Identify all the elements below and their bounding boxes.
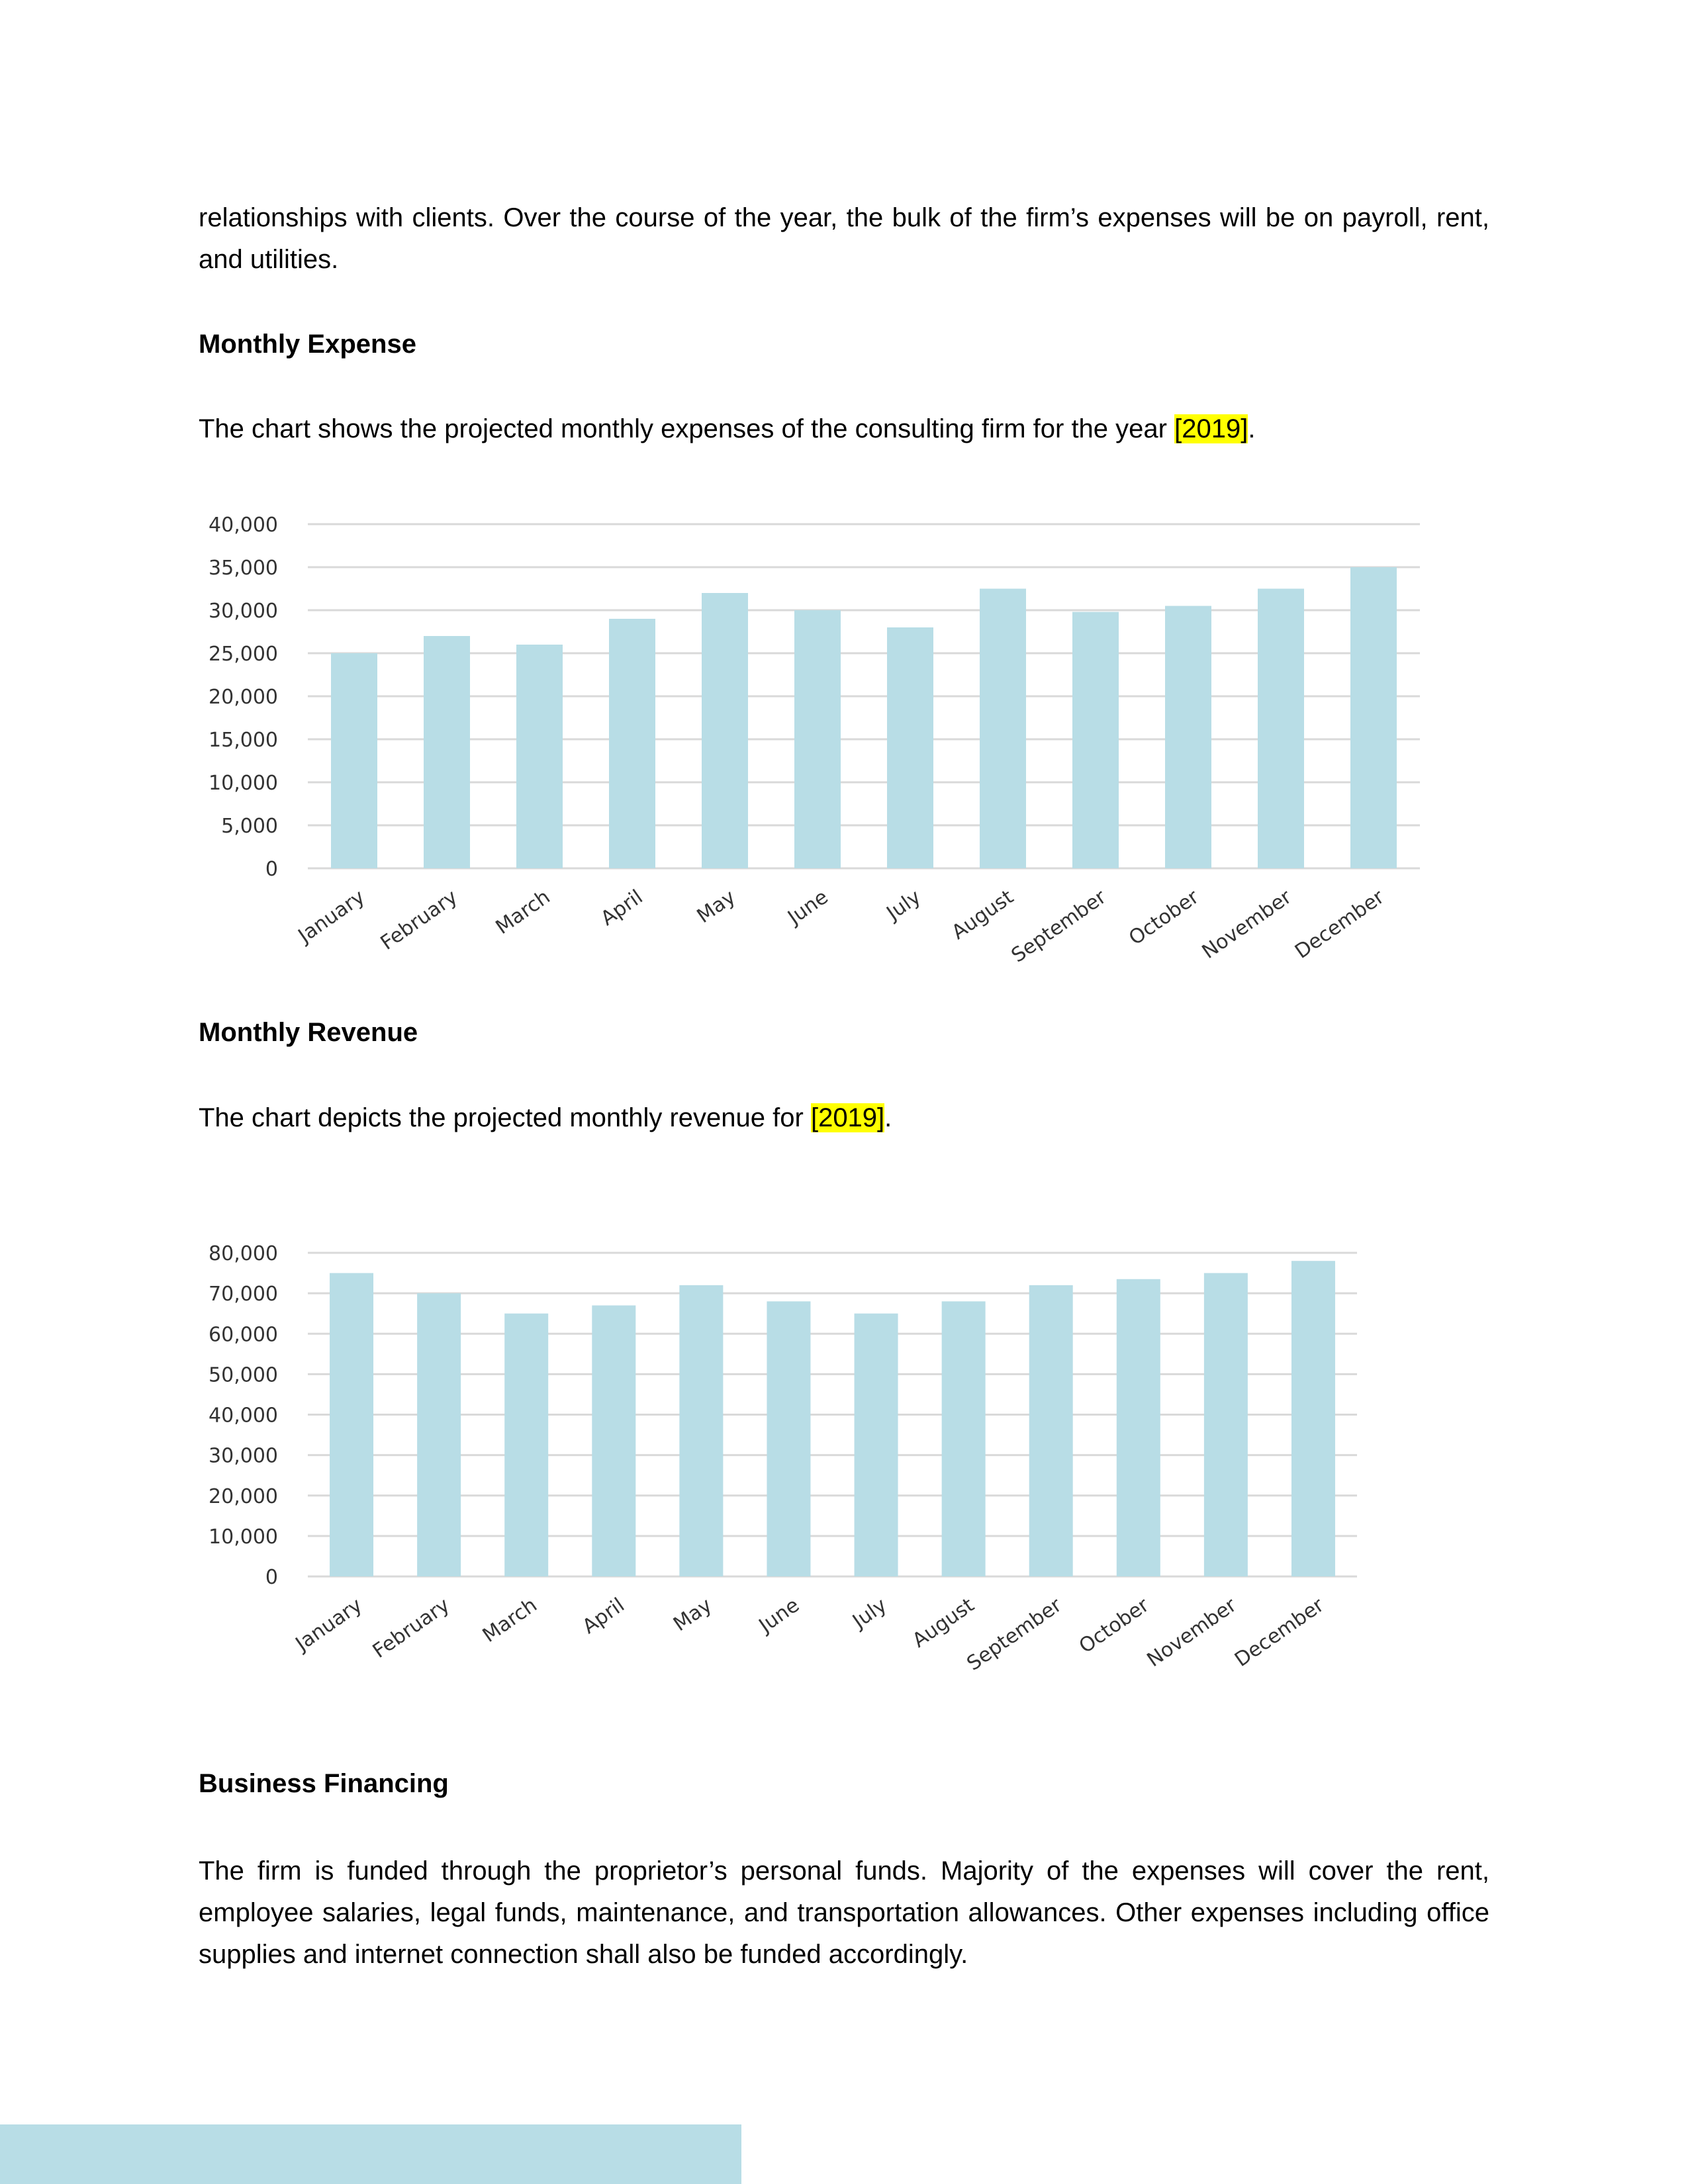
x-tick-label: October bbox=[1125, 885, 1203, 950]
bar-december bbox=[1291, 1261, 1335, 1576]
x-tick-label: December bbox=[1231, 1593, 1329, 1672]
bar-february bbox=[424, 636, 470, 868]
expense-description-text: The chart shows the projected monthly expenses of the consulting firm for the year bbox=[199, 414, 1175, 443]
expense-heading: Monthly Expense bbox=[199, 330, 416, 359]
financing-heading: Business Financing bbox=[199, 1769, 449, 1798]
bar-january bbox=[330, 1273, 373, 1576]
bar-august bbox=[980, 589, 1026, 869]
x-tick-label: March bbox=[491, 885, 555, 940]
bar-july bbox=[887, 627, 933, 868]
bar-august bbox=[942, 1301, 986, 1576]
x-tick-label: January bbox=[291, 1593, 367, 1656]
x-tick-label: September bbox=[962, 1593, 1066, 1676]
x-tick-label: November bbox=[1143, 1593, 1241, 1672]
intro-paragraph: relationships with clients. Over the course of the year, the bulk of the firm’s expenses will be on payroll, rent, and utilities. bbox=[199, 203, 1489, 274]
y-tick-label: 25,000 bbox=[209, 643, 278, 666]
y-tick-label: 35,000 bbox=[209, 557, 278, 580]
y-tick-label: 30,000 bbox=[209, 600, 278, 623]
y-tick-label: 50,000 bbox=[209, 1363, 278, 1387]
x-tick-label: April bbox=[596, 885, 647, 931]
bar-november bbox=[1204, 1273, 1248, 1576]
x-tick-label: July bbox=[848, 1593, 892, 1633]
expense-description-end: . bbox=[1248, 414, 1256, 443]
x-tick-label: June bbox=[755, 1593, 804, 1638]
x-tick-label: March bbox=[478, 1593, 541, 1648]
bar-february bbox=[417, 1293, 461, 1576]
x-tick-label: September bbox=[1007, 885, 1111, 968]
footer-color-band bbox=[0, 2124, 741, 2184]
bar-april bbox=[592, 1305, 635, 1576]
bar-november bbox=[1258, 589, 1304, 869]
x-tick-label: October bbox=[1074, 1593, 1154, 1659]
bar-march bbox=[516, 645, 563, 868]
x-tick-label: February bbox=[376, 885, 462, 955]
revenue-year-highlight: [2019] bbox=[810, 1103, 885, 1132]
financing-paragraph: The firm is funded through the proprietor’s personal funds. Majority of the expenses will cover the rent, employee salaries, legal funds, maintenance, and transportation allowances. Other expenses including office supplies and internet connection shall also be funded accordingly. bbox=[199, 1856, 1489, 1969]
x-tick-label: July bbox=[882, 885, 925, 925]
bar-may bbox=[702, 593, 748, 868]
bar-march bbox=[504, 1314, 548, 1576]
y-tick-label: 70,000 bbox=[209, 1283, 278, 1306]
y-tick-label: 15,000 bbox=[209, 729, 278, 752]
y-tick-label: 40,000 bbox=[209, 1404, 278, 1428]
revenue-description-text: The chart depicts the projected monthly revenue for bbox=[199, 1103, 811, 1132]
bar-september bbox=[1029, 1285, 1073, 1576]
bar-june bbox=[767, 1301, 810, 1576]
bar-october bbox=[1117, 1279, 1160, 1576]
y-tick-label: 5,000 bbox=[221, 815, 278, 838]
revenue-heading: Monthly Revenue bbox=[199, 1018, 418, 1047]
bar-september bbox=[1072, 612, 1119, 868]
y-tick-label: 20,000 bbox=[209, 686, 278, 709]
x-tick-label: April bbox=[578, 1593, 629, 1639]
y-tick-label: 0 bbox=[265, 858, 278, 881]
x-tick-label: May bbox=[692, 885, 740, 929]
bar-may bbox=[679, 1285, 723, 1576]
expense-bar-chart bbox=[0, 503, 1688, 1006]
x-tick-label: August bbox=[908, 1593, 979, 1653]
revenue-bar-chart bbox=[0, 1231, 1688, 1734]
y-tick-label: 10,000 bbox=[209, 1525, 278, 1549]
y-tick-label: 40,000 bbox=[209, 514, 278, 537]
bar-july bbox=[855, 1314, 898, 1576]
revenue-description-end: . bbox=[884, 1103, 892, 1132]
x-tick-label: December bbox=[1291, 885, 1389, 964]
y-tick-label: 20,000 bbox=[209, 1484, 278, 1508]
expense-description bbox=[199, 408, 1489, 450]
x-tick-label: August bbox=[947, 885, 1018, 944]
bar-january bbox=[331, 653, 377, 868]
expense-year-highlight: [2019] bbox=[1174, 414, 1248, 443]
bar-april bbox=[609, 619, 655, 868]
y-tick-label: 30,000 bbox=[209, 1444, 278, 1468]
bar-december bbox=[1350, 567, 1397, 868]
bar-october bbox=[1165, 606, 1211, 869]
bar-june bbox=[794, 610, 841, 868]
y-tick-label: 0 bbox=[265, 1566, 278, 1589]
x-tick-label: June bbox=[783, 885, 833, 930]
x-tick-label: January bbox=[294, 885, 369, 948]
x-tick-label: May bbox=[669, 1593, 716, 1637]
x-tick-label: February bbox=[368, 1593, 454, 1663]
y-tick-label: 10,000 bbox=[209, 772, 278, 795]
revenue-description bbox=[199, 1097, 1489, 1139]
y-tick-label: 80,000 bbox=[209, 1242, 278, 1265]
y-tick-label: 60,000 bbox=[209, 1323, 278, 1347]
x-tick-label: November bbox=[1197, 885, 1296, 964]
